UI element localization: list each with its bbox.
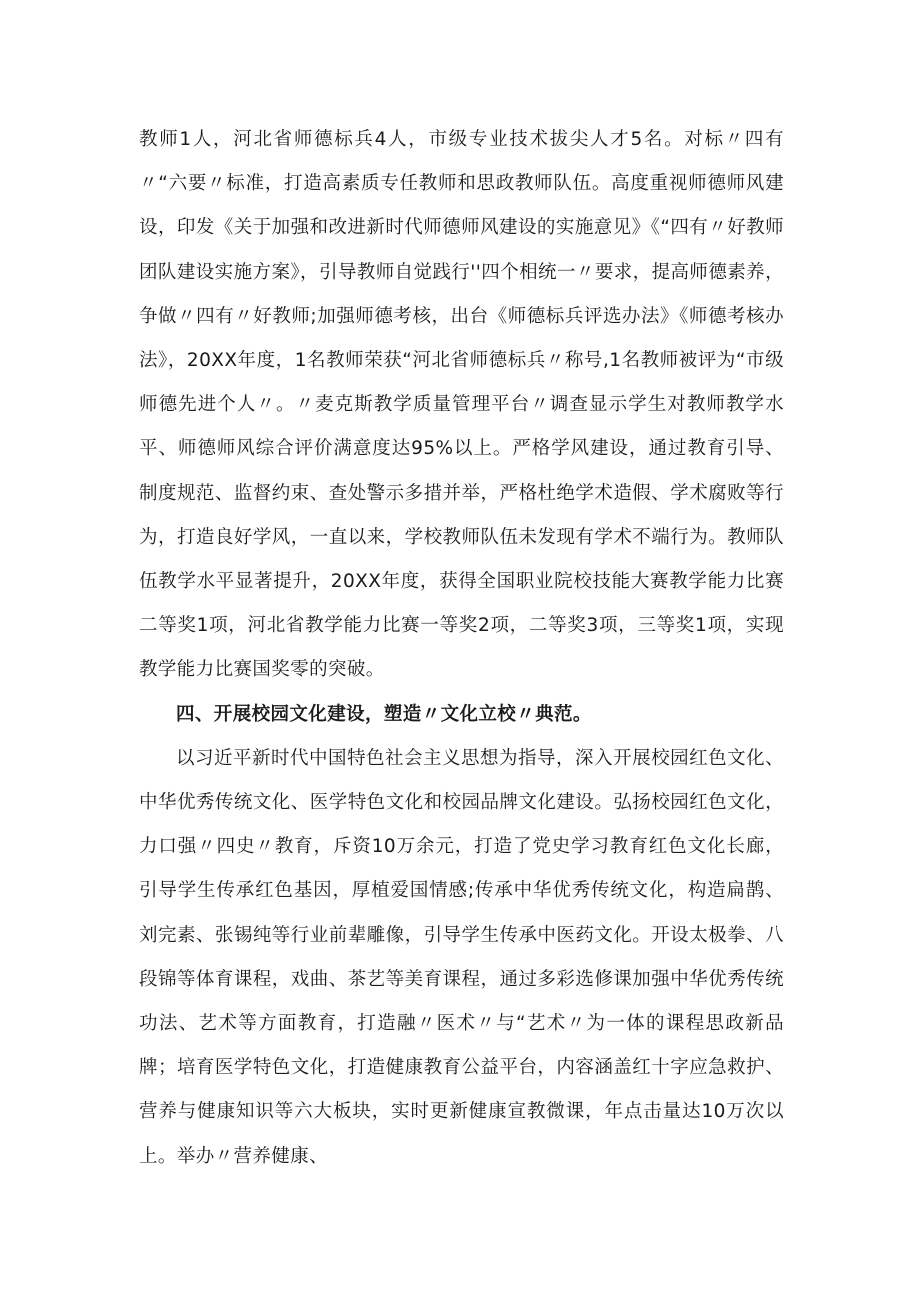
document-body [139,118,784,1179]
paragraph-campus-culture: 以习近平新时代中国特色社会主义思想为指导，深入开展校园红色文化、中华优秀传统文化、医学特色文化和校园品牌文化建设。弘扬校园红色文化，力口强〃四史〃教育，斥资10万余元，打造了党史学习教育红色文化长廊，引导学生传承红色基因，厚植爱国情感;传承中华优秀传统文化，构造扁鹊、刘完素、张锡纯等行业前辈雕像，引导学生传承中医药文化。开设太极拳、八段锦等体育课程，戏曲、茶艺等美育课程，通过多彩选修课加强中华优秀传统功法、艺术等方面教育，打造融〃医术〃与“艺术〃为一体的课程思政新品牌；培育医学特色文化，打造健康教育公益平台，内容涵盖红十字应急救护、营养与健康知识等六大板块，实时更新健康宣教微课，年点击量达10万次以上。举办〃营养健康、 [139,747,784,1167]
section-heading-campus-culture: 四、开展校园文化建设，塑造〃文化立校〃典范。 [176,703,592,725]
paragraph-teacher-ethics: 教师1人，河北省师德标兵4人，市级专业技术拔尖人才5名。对标〃四有〃“六要〃标准，打造高素质专任教师和思政教师队伍。高度重视师德师风建设，印发《关于加强和改进新时代师德师风建设的实施意见》《“四有〃好教师团队建设实施方案》，引导教师自觉践行''四个相统一〃要求，提高师德素养，争做〃四有〃好教师;加强师德考核，出台《师德标兵评选办法》《师德考核办法》，20XX年度，1名教师荣获“河北省师德标兵〃称号,1名教师被评为“市级师德先进个人〃。〃麦克斯教学质量管理平台〃调查显示学生对教师教学水平、师德师风综合评价满意度达95%以上。严格学风建设，通过教育引导、制度规范、监督约束、查处警示多措并举，严格杜绝学术造假、学术腐败等行为，打造良好学风，一直以来，学校教师队伍未发现有学术不端行为。教师队伍教学水平显著提升，20XX年度，获得全国职业院校技能大赛教学能力比赛二等奖1项，河北省教学能力比赛一等奖2项，二等奖3项，三等奖1项，实现教学能力比赛国奖零的突破。 [139,129,784,681]
